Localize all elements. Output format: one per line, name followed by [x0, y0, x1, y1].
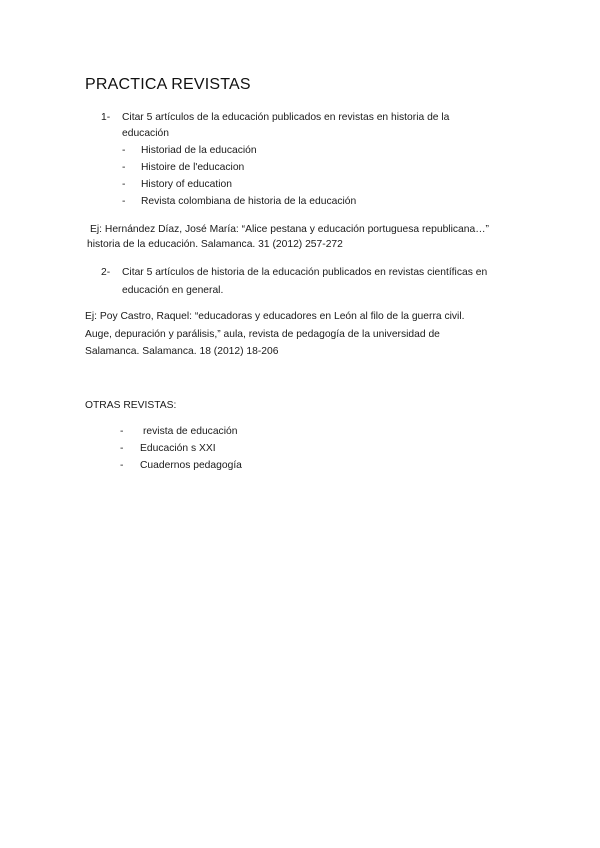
sub-item: History of education	[141, 179, 233, 190]
example-1-line2: historia de la educación. Salamanca. 31 (2012) 257-272	[87, 239, 343, 250]
other-journal-item: Educación s XXI	[140, 443, 216, 454]
item-2-number: 2-	[101, 267, 111, 278]
other-bullet-dash: -	[120, 460, 124, 471]
item-1-number: 1-	[101, 112, 111, 123]
sub-bullet-dash: -	[122, 196, 126, 207]
sub-item: Histoire de l'educacion	[141, 162, 245, 173]
other-bullet-dash: -	[120, 426, 124, 437]
otras-revistas-heading: OTRAS REVISTAS:	[85, 400, 177, 411]
item-2-text-line1: Citar 5 artículos de historia de la educación publicados en revistas científicas en	[122, 267, 488, 278]
example-1-line1: Ej: Hernández Díaz, José María: “Alice pestana y educación portuguesa republicana…”	[90, 224, 489, 235]
item-1-text-line2: educación	[122, 128, 169, 139]
sub-item: Revista colombiana de historia de la educación	[141, 196, 357, 207]
other-bullet-dash: -	[120, 443, 124, 454]
sub-bullet-dash: -	[122, 145, 126, 156]
example-2-line3: Salamanca. Salamanca. 18 (2012) 18-206	[85, 346, 279, 357]
sub-bullet-dash: -	[122, 162, 126, 173]
example-2-line1: Ej: Poy Castro, Raquel: “educadoras y educadores en León al filo de la guerra civil.	[85, 311, 465, 322]
example-2-line2: Auge, depuración y parálisis,” aula, revista de pedagogía de la universidad de	[85, 329, 440, 340]
other-journal-item: Cuadernos pedagogía	[140, 460, 242, 471]
sub-bullet-dash: -	[122, 179, 126, 190]
sub-item: Historiad de la educación	[141, 145, 257, 156]
page-title: PRACTICA REVISTAS	[85, 76, 251, 93]
item-2-text-line2: educación en general.	[122, 285, 224, 296]
item-1-text-line1: Citar 5 artículos de la educación publicados en revistas en historia de la	[122, 112, 450, 123]
other-journal-item: revista de educación	[143, 426, 238, 437]
